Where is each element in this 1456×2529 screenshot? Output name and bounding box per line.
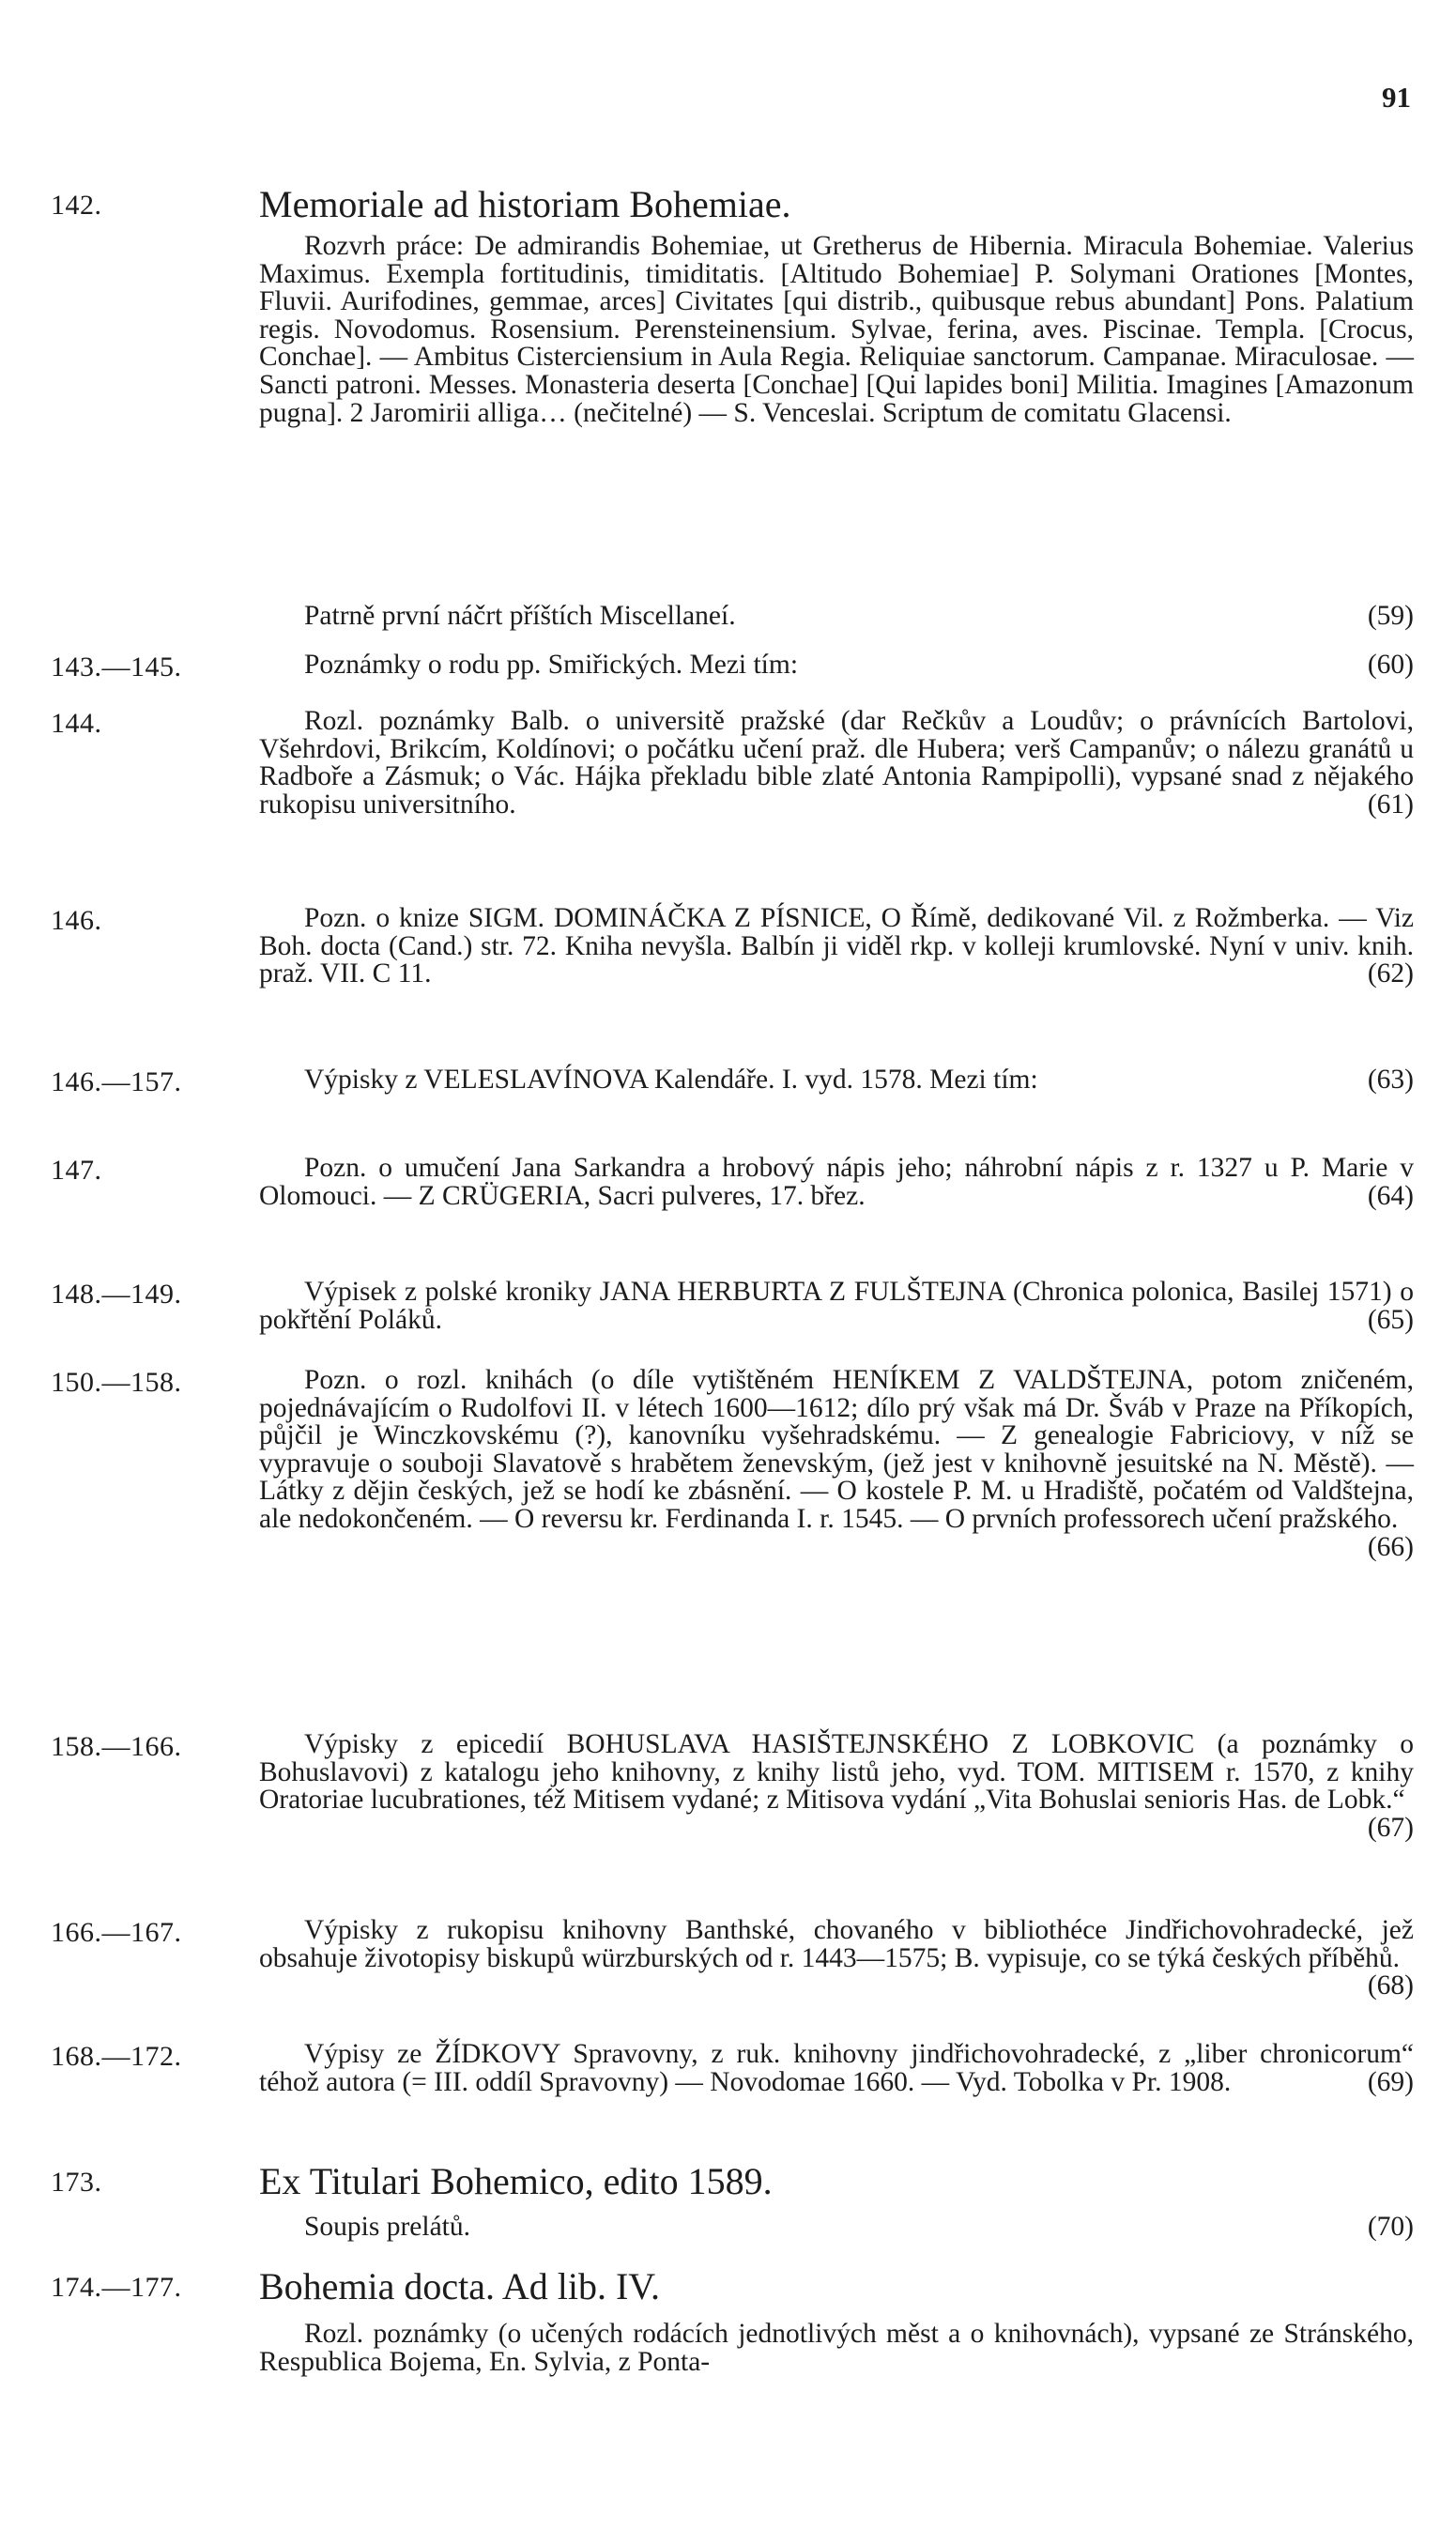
entry-ref: (64) bbox=[1367, 1180, 1414, 1211]
entry-ref: (65) bbox=[1367, 1304, 1414, 1335]
entry-text-content: Výpisy ze ŽÍDKOVY Spravovny, z ruk. knihovny jindřichovohradecké, z „liber chronicorum“ téhož autora (= III. oddíl Spravovny) — Novodomae 1660. — Vyd. Tobolka v Pr. 1908. bbox=[259, 2039, 1414, 2097]
entry-text-content: Rozl. poznámky (o učených rodácích jednotlivých měst a o knihovnách), vypsané ze Stránského, Respublica Bojema, En. Sylvia, z Ponta- bbox=[259, 2319, 1414, 2377]
entry-text-content: Pozn. o rozl. knihách (o díle vytištěném HENÍKEM Z VALDŠTEJNA, potom zničeném, pojednávajícím o Rudolfovi II. v létech 1600—1612; dílo prý však má Dr. Šváb v Praze na Příkopích, půjčil je Winczkovskému (?), kanovníku vyšehradskému. — Z genealogie Fabriciovy, v níž se vypravuje o souboji Slavatově s hrabětem ženevským, (jež jest v knihovně jesuitské na N. Městě). — Látky z dějin českých, jež se hodí ke zbásnění. — O kostele P. M. u Hradiště, počatém od Valdštejna, ale nedokončeném. — O reversu kr. Ferdinanda I. r. 1545. — O prvních professorech učení pražského. bbox=[259, 1365, 1414, 1534]
entry-number: 143.—145. bbox=[51, 651, 182, 682]
entry-text bbox=[259, 1917, 1414, 2000]
entry-text bbox=[259, 651, 1414, 680]
entry-text-content: Pozn. o umučení Jana Sarkandra a hrobový nápis jeho; náhrobní nápis z r. 1327 u P. Marie v Olomouci. — Z CRÜGERIA, Sacri pulveres, 17. břez. bbox=[259, 1153, 1414, 1211]
entry-ref: (67) bbox=[1367, 1812, 1414, 1843]
entry-text bbox=[259, 1367, 1414, 1561]
entry-note-text: Patrně první náčrt příštích Miscellaneí. bbox=[304, 601, 736, 631]
entry-text-content: Výpisky z rukopisu knihovny Banthské, chovaného v bibliothéce Jindřichovohradecké, jež obsahuje životopisy biskupů würzburských od r. 1443—1575; B. vypisuje, co se týká českých příběhů. bbox=[259, 1915, 1414, 1973]
entry-text bbox=[259, 1279, 1414, 1334]
entry-title: Memoriale ad historiam Bohemiae. bbox=[259, 183, 791, 225]
entry-number: 173. bbox=[51, 2167, 102, 2198]
entry-number: 150.—158. bbox=[51, 1367, 182, 1398]
entry-text bbox=[259, 233, 1414, 427]
entry-note bbox=[259, 603, 1414, 631]
entry-text-content: Soupis prelátů. bbox=[304, 2212, 470, 2242]
entry-title: Bohemia docta. Ad lib. IV. bbox=[259, 2265, 660, 2307]
entry-text bbox=[259, 2321, 1414, 2376]
entry-title: Ex Titulari Bohemico, edito 1589. bbox=[259, 2160, 773, 2202]
entry-text bbox=[259, 2214, 1414, 2242]
entry-number: 158.—166. bbox=[51, 1731, 182, 1762]
entry-text-content: Pozn. o knize SIGM. DOMINÁČKA Z PÍSNICE, O Římě, dedikované Vil. z Rožmberka. — Viz Boh. docta (Cand.) str. 72. Kniha nevyšla. Balbín ji viděl rkp. v kolleji krumlovské. Nyní v univ. knih. praž. VII. C 11. bbox=[259, 903, 1414, 989]
entry-number: 166.—167. bbox=[51, 1917, 182, 1948]
entry-text-content: Rozl. poznámky Balb. o universitě pražské (dar Rečkův a Loudův; o právnících Bartolovi, Všehrdovi, Brikcím, Koldínovi; o počátku učení praž. dle Hubera; verš Campanův; o nálezu granátů u Radboře a Zásmuk; o Vác. Hájka překladu bible zlaté Antonia Rampipolli), vypsané snad z nějakého rukopisu universitního. bbox=[259, 706, 1414, 820]
entry-text-content: Výpisky z epicedií BOHUSLAVA HASIŠTEJNSKÉHO Z LOBKOVIC (a poznámky o Bohuslavovi) z katalogu jeho knihovny, z knihy listů jeho, vyd. TOM. MITISEM r. 1570, z knihy Oratoriae lucubrationes, též Mitisem vydané; z Mitisova vydání „Vita Bohuslai senioris Has. de Lobk.“ bbox=[259, 1729, 1414, 1816]
entry-ref: (62) bbox=[1367, 958, 1414, 989]
entry-number: 144. bbox=[51, 708, 102, 739]
entry-text bbox=[259, 1731, 1414, 1842]
entry-text bbox=[259, 2041, 1414, 2096]
entry-ref: (61) bbox=[1367, 789, 1414, 820]
entry-ref: (60) bbox=[1367, 650, 1414, 680]
entry-number: 148.—149. bbox=[51, 1279, 182, 1310]
entry-ref: (66) bbox=[1367, 1531, 1414, 1562]
entry-ref: (59) bbox=[1367, 601, 1414, 631]
entry-number: 146.—157. bbox=[51, 1066, 182, 1097]
entry-text bbox=[259, 1066, 1414, 1095]
entry-text-content: Výpisek z polské kroniky JANA HERBURTA Z FULŠTEJNA (Chronica polonica, Basilej 1571) o pokřtění Poláků. bbox=[259, 1277, 1414, 1335]
entry-text-content: Rozvrh práce: De admirandis Bohemiae, ut Gretherus de Hibernia. Miracula Bohemiae. Valerius Maximus. Exempla fortitudinis, timiditatis. [Altitudo Bohemiae] P. Solymani Orationes [Montes, Fluvii. Aurifodines, gemmae, arces] Civitates [qui distrib., quibusque rebus abundant] Pons. Palatium regis. Novodomus. Rosensium. Perensteinensium. Sylvae, ferina, aves. Piscinae. Templa. [Crocus, Conchae]. — Ambitus Cisterciensium in Aula Regia. Reliquiae sanctorum. Campanae. Miraculosae. — Sancti patroni. Messes. Monasteria deserta [Conchae] [Qui lapides boni] Militia. Imagines [Amazonum pugna]. 2 Jaromirii alliga… (nečitelné) — S. Venceslai. Scriptum de comitatu Glacensi. bbox=[259, 231, 1414, 428]
entry-number: 142. bbox=[51, 190, 102, 221]
entry-number: 174.—177. bbox=[51, 2272, 182, 2303]
entry-text bbox=[259, 905, 1414, 989]
entry-number: 168.—172. bbox=[51, 2041, 182, 2072]
entry-text-content: Poznámky o rodu pp. Smiřických. Mezi tím: bbox=[304, 650, 799, 680]
entry-number: 147. bbox=[51, 1155, 102, 1186]
entry-ref: (63) bbox=[1367, 1065, 1414, 1095]
entry-ref: (69) bbox=[1367, 2066, 1414, 2097]
page-number: 91 bbox=[1382, 81, 1411, 114]
entry-text bbox=[259, 1155, 1414, 1210]
entry-number: 146. bbox=[51, 905, 102, 936]
entry-ref: (68) bbox=[1367, 1970, 1414, 2001]
entry-text-content: Výpisky z VELESLAVÍNOVA Kalendáře. I. vyd. 1578. Mezi tím: bbox=[304, 1065, 1038, 1095]
entry-ref: (70) bbox=[1367, 2212, 1414, 2242]
entry-text bbox=[259, 708, 1414, 819]
